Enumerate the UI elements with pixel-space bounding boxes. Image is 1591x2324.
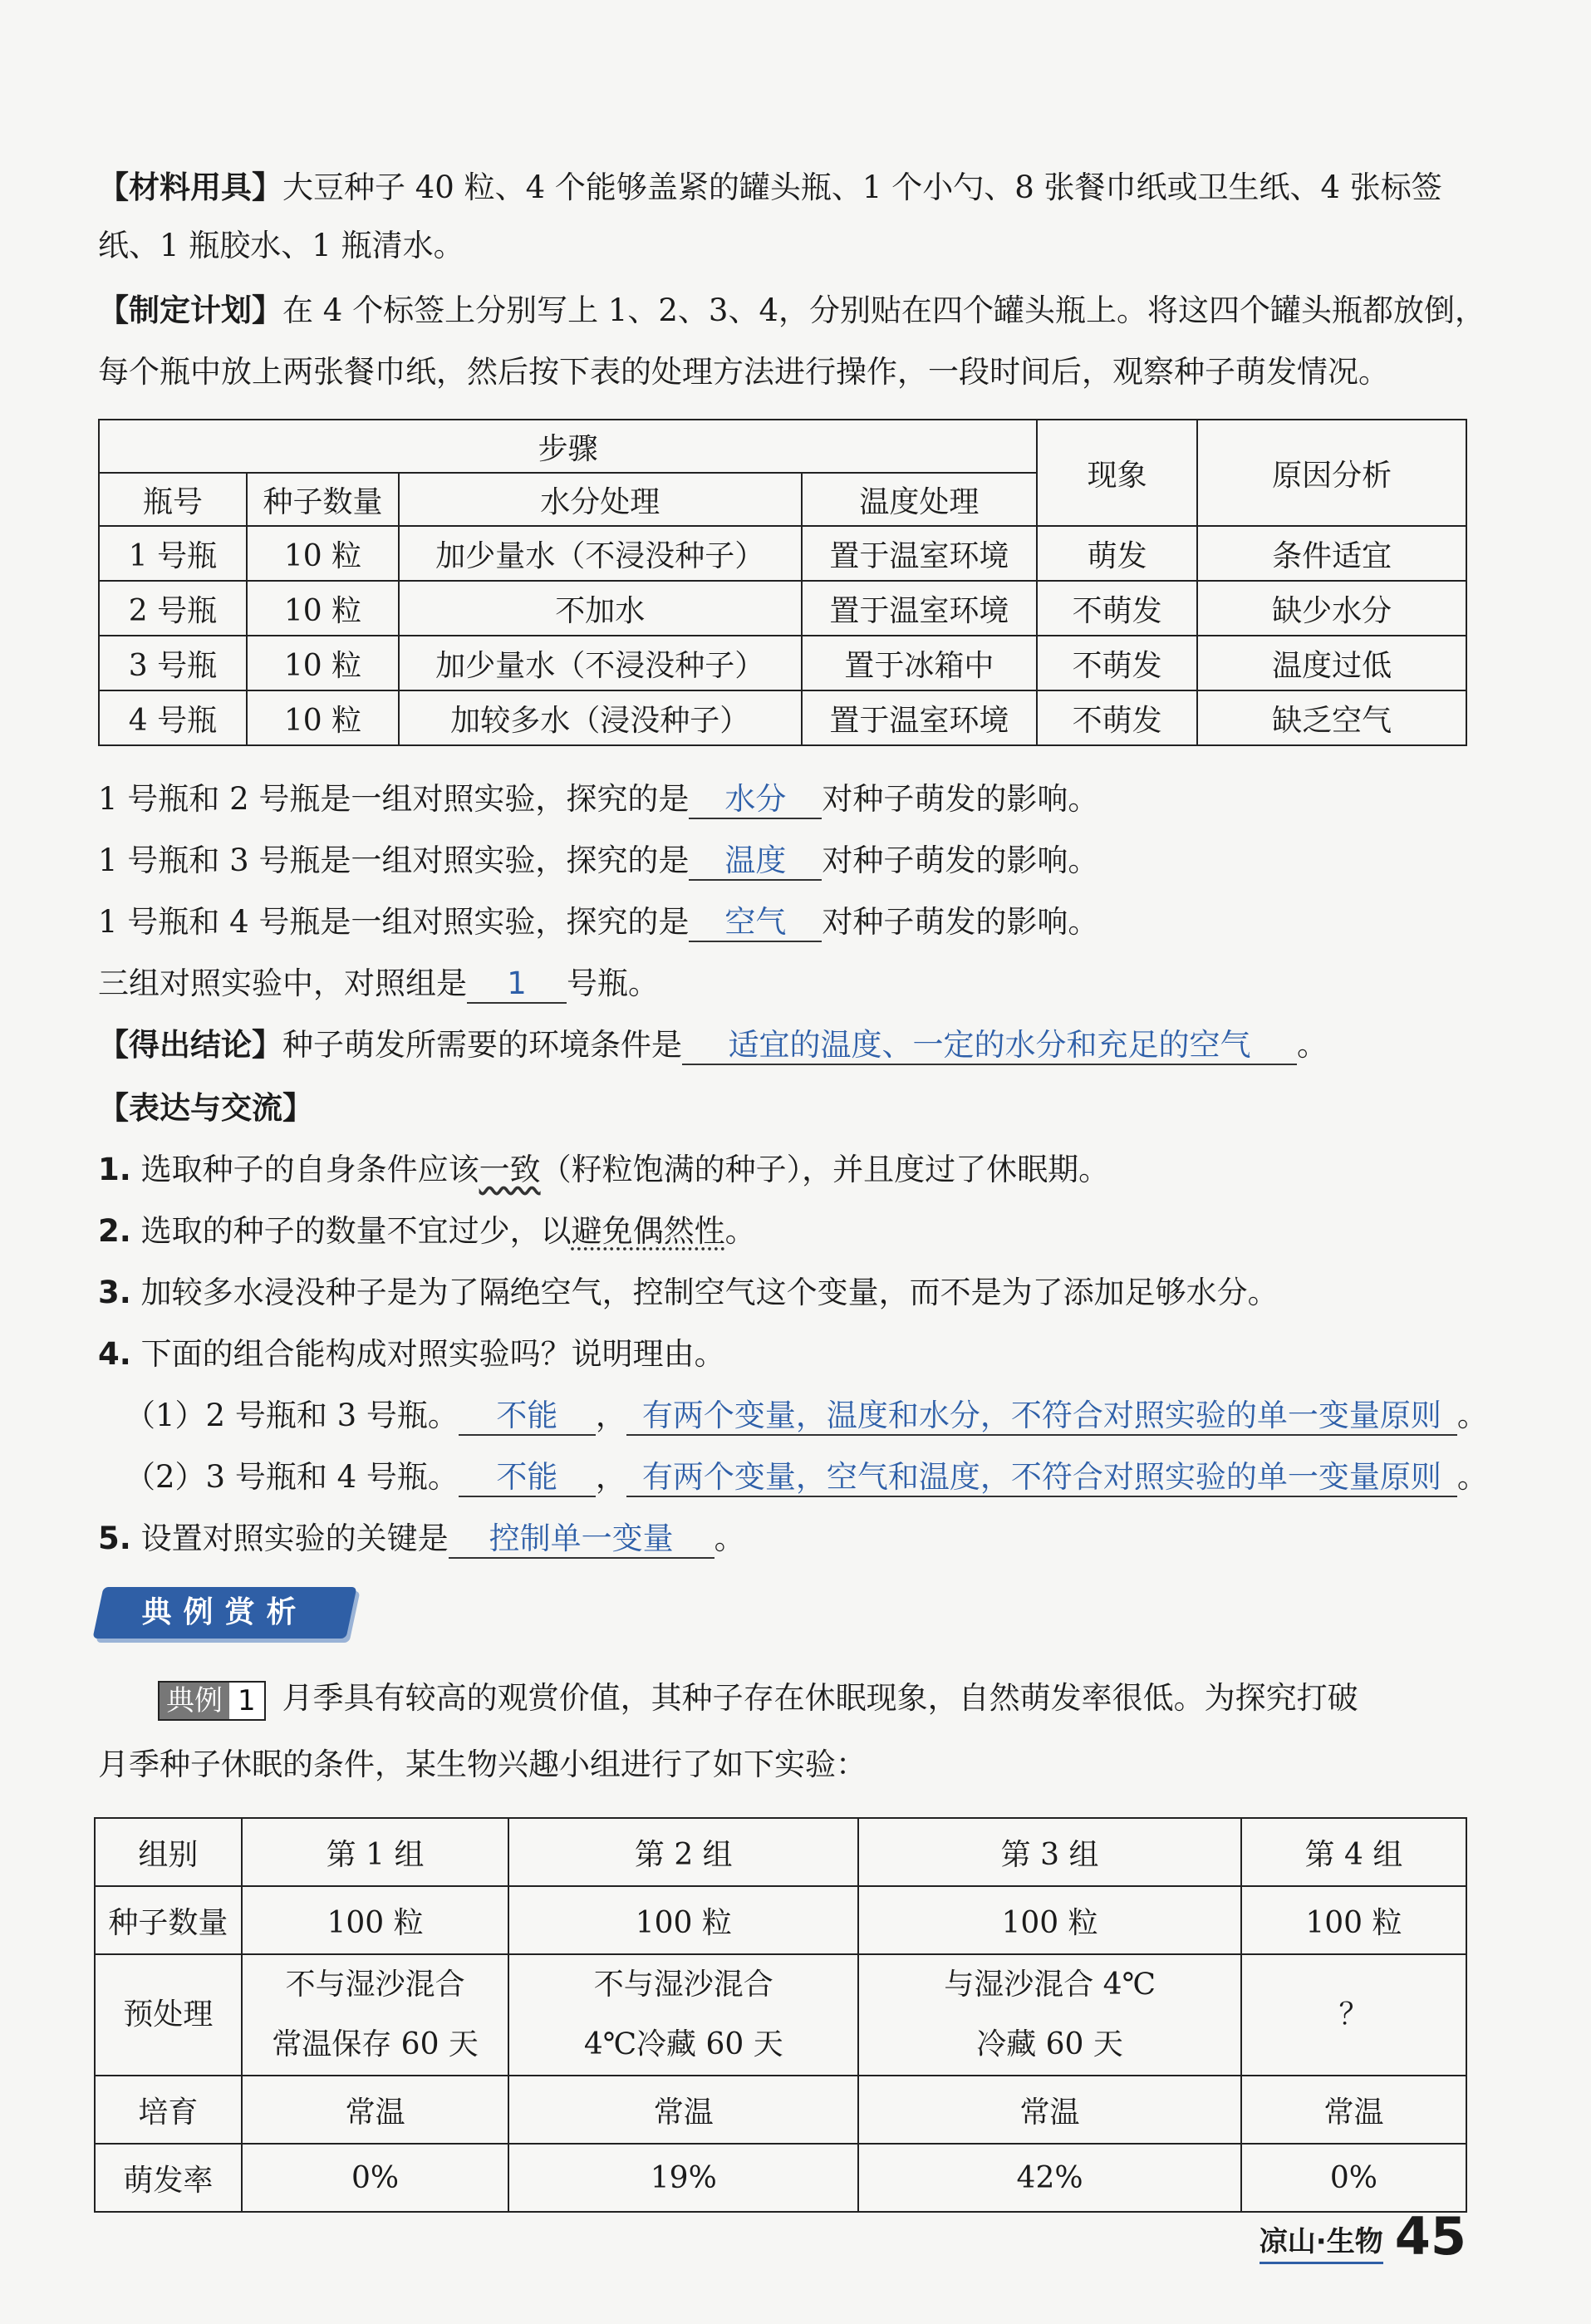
table-cell: 100 粒 (242, 1886, 509, 1954)
table-cell: 缺乏空气 (1197, 690, 1466, 745)
table-cell: 4 号瓶 (99, 690, 247, 745)
comparison-suffix: 对种子萌发的影响。 (822, 843, 1099, 878)
table-row (99, 581, 1466, 636)
cell-line: 不与湿沙混合 (593, 1968, 773, 2002)
table-cell: 条件适宜 (1197, 526, 1466, 581)
answer-blank-reason: 有两个变量，空气和温度，不符合对照实验的单一变量原则 (626, 1459, 1457, 1497)
answer-blank-conclusion: 适宜的温度、一定的水分和充足的空气 (682, 1027, 1297, 1065)
example-tag-label: 典例 (160, 1683, 229, 1719)
example-text-1: 月季具有较高的观赏价值，其种子存在休眠现象，自然萌发率很低。为探究打破 (282, 1680, 1358, 1716)
table-cell: 100 粒 (508, 1886, 858, 1954)
table-cell: 不加水 (399, 581, 802, 636)
express-subitem-2 (125, 1456, 1488, 1499)
cell-line: 不与湿沙混合 (285, 1968, 465, 2002)
express-item-5 (98, 1517, 1475, 1560)
table-cell: 加少量水（不浸没种子） (399, 636, 802, 690)
table-cell: 缺少水分 (1197, 581, 1466, 636)
answer-blank-water: 水分 (689, 781, 822, 819)
express-item-1 (98, 1148, 1475, 1191)
plan-tag: 【制定计划】 (98, 292, 282, 328)
phenomenon-header: 现象 (1037, 420, 1197, 526)
rose-seed-table (94, 1817, 1467, 2213)
period: 。 (714, 1521, 745, 1556)
table-row (95, 1886, 1466, 1954)
table-row (95, 1954, 1466, 2076)
example-tag-number: 1 (229, 1683, 264, 1719)
table-cell: 置于温室环境 (802, 581, 1038, 636)
table-cell: 置于温室环境 (802, 690, 1038, 745)
control-group-line (98, 962, 1475, 1005)
table-row (95, 2076, 1466, 2144)
table-cell: 10 粒 (247, 636, 399, 690)
bottle-header: 瓶号 (99, 473, 247, 526)
table-cell: 常温 (1241, 2076, 1466, 2144)
table-cell (508, 1954, 858, 2076)
item-text: 选取的种子的数量不宜过少，以 (140, 1213, 572, 1249)
subitem-text: （2）3 号瓶和 4 号瓶。 (125, 1459, 459, 1495)
table-cell: 不萌发 (1037, 581, 1197, 636)
period: 。 (1456, 1459, 1488, 1495)
comparison-suffix: 对种子萌发的影响。 (822, 904, 1099, 940)
table-cell: 常温 (508, 2076, 858, 2144)
table-cell: 预处理 (95, 1954, 242, 2076)
example-line-1 (158, 1677, 1475, 1721)
steps-header: 步骤 (99, 420, 1037, 473)
table-row (99, 690, 1466, 745)
table-cell: 种子数量 (95, 1886, 242, 1954)
water-header: 水分处理 (399, 473, 802, 526)
experiment-table (98, 419, 1467, 746)
table-cell: 培育 (95, 2076, 242, 2144)
table-cell: 常温 (242, 2076, 509, 2144)
example-tag (158, 1681, 266, 1721)
section-banner (92, 1587, 356, 1639)
table-row (99, 526, 1466, 581)
seed-count-header: 种子数量 (247, 473, 399, 526)
conclusion-line (98, 1024, 1475, 1067)
item-text: 选取种子的自身条件应该 (140, 1152, 479, 1187)
table-cell: 加少量水（不浸没种子） (399, 526, 802, 581)
comparison-prefix: 1 号瓶和 3 号瓶是一组对照实验，探究的是 (98, 843, 690, 878)
table-cell: 10 粒 (247, 526, 399, 581)
item-text: 下面的组合能构成对照实验吗？说明理由。 (140, 1336, 725, 1372)
table-cell: 萌发率 (95, 2144, 242, 2212)
section-banner-label: 典例赏析 (141, 1595, 308, 1629)
table-row (99, 636, 1466, 690)
express-tag: 【表达与交流】 (98, 1090, 313, 1126)
materials-text-1: 大豆种子 40 粒、4 个能够盖紧的罐头瓶、1 个小勺、8 张餐巾纸或卫生纸、4 张标签 (282, 170, 1442, 205)
cell-line: 常温保存 60 天 (272, 2027, 479, 2061)
table-cell: 温度过低 (1197, 636, 1466, 690)
answer-blank-control: 1 (467, 965, 567, 1004)
table-cell: 组别 (95, 1818, 242, 1886)
answer-blank-reason: 有两个变量，温度和水分，不符合对照实验的单一变量原则 (626, 1398, 1457, 1436)
table-cell (242, 1954, 509, 2076)
table-cell: ？ (1241, 1954, 1466, 2076)
table-cell: 加较多水（浸没种子） (399, 690, 802, 745)
materials-line-1 (98, 166, 1475, 209)
table-cell: 3 号瓶 (99, 636, 247, 690)
cell-line: 冷藏 60 天 (976, 2027, 1123, 2061)
table-cell: 第 4 组 (1241, 1818, 1466, 1886)
table-header-row (95, 1818, 1466, 1886)
table-cell: 100 粒 (858, 1886, 1241, 1954)
table-cell: 19% (508, 2144, 858, 2212)
subitem-text: （1）2 号瓶和 3 号瓶。 (125, 1398, 459, 1433)
table-cell: 10 粒 (247, 690, 399, 745)
reason-header: 原因分析 (1197, 420, 1466, 526)
conclusion-tag: 【得出结论】 (98, 1027, 282, 1063)
plan-text-1: 在 4 个标签上分别写上 1、2、3、4，分别贴在四个罐头瓶上。将这四个罐头瓶都放倒， (282, 292, 1485, 328)
table-cell: 10 粒 (247, 581, 399, 636)
temperature-header: 温度处理 (802, 473, 1038, 526)
item-number: 1. (98, 1152, 131, 1187)
table-cell: 第 3 组 (858, 1818, 1241, 1886)
answer-blank-air: 空气 (689, 904, 822, 942)
plan-line-1 (98, 289, 1485, 332)
table-cell: 不萌发 (1037, 636, 1197, 690)
item-number: 5. (98, 1521, 131, 1556)
item-text: 加较多水浸没种子是为了隔绝空气，控制空气这个变量，而不是为了添加足够水分。 (140, 1275, 1279, 1310)
item-number: 4. (98, 1336, 131, 1372)
dotted-emphasis: 避免偶然性 (571, 1213, 725, 1249)
comparison-line-1 (98, 778, 1475, 821)
table-cell: 置于温室环境 (802, 526, 1038, 581)
comma: ， (595, 1398, 626, 1433)
table-cell: 42% (858, 2144, 1241, 2212)
table-cell: 置于冰箱中 (802, 636, 1038, 690)
table-row (95, 2144, 1466, 2212)
item-text: 设置对照实验的关键是 (140, 1521, 449, 1556)
express-item-4 (98, 1333, 1475, 1376)
comparison-prefix: 1 号瓶和 4 号瓶是一组对照实验，探究的是 (98, 904, 690, 940)
answer-blank-key: 控制单一变量 (449, 1521, 714, 1559)
comparison-line-3 (98, 901, 1475, 944)
table-header-row (99, 420, 1466, 473)
table-cell: 常温 (858, 2076, 1241, 2144)
express-subitem-1 (125, 1394, 1488, 1437)
item-text: （籽粒饱满的种子），并且度过了休眠期。 (540, 1152, 1110, 1187)
conclusion-suffix: 。 (1297, 1027, 1328, 1063)
table-cell: 1 号瓶 (99, 526, 247, 581)
table-cell: 萌发 (1037, 526, 1197, 581)
item-number: 2. (98, 1213, 131, 1249)
plan-line-2: 每个瓶中放上两张餐巾纸，然后按下表的处理方法进行操作，一段时间后，观察种子萌发情况。 (98, 354, 1389, 390)
materials-line-2: 纸、1 瓶胶水、1 瓶清水。 (98, 228, 464, 263)
answer-blank-cannot: 不能 (459, 1459, 596, 1497)
page-footer (1259, 2206, 1466, 2267)
table-cell (858, 1954, 1241, 2076)
table-cell: 第 2 组 (508, 1818, 858, 1886)
table-cell: 0% (242, 2144, 509, 2212)
cell-line: 与湿沙混合 4℃ (944, 1968, 1156, 2002)
table-cell: 0% (1241, 2144, 1466, 2212)
table-cell: 不萌发 (1037, 690, 1197, 745)
control-prefix: 三组对照实验中，对照组是 (98, 965, 467, 1001)
express-item-3 (98, 1271, 1475, 1314)
materials-tag: 【材料用具】 (98, 170, 282, 205)
comparison-prefix: 1 号瓶和 2 号瓶是一组对照实验，探究的是 (98, 781, 690, 817)
comma: ， (595, 1459, 626, 1495)
answer-blank-cannot: 不能 (459, 1398, 596, 1436)
table-cell: 100 粒 (1241, 1886, 1466, 1954)
conclusion-prefix: 种子萌发所需要的环境条件是 (282, 1027, 682, 1063)
wavy-emphasis: 一致 (479, 1152, 541, 1187)
item-number: 3. (98, 1275, 131, 1310)
example-line-2: 月季种子休眠的条件，某生物兴趣小组进行了如下实验： (98, 1747, 867, 1782)
comparison-suffix: 对种子萌发的影响。 (822, 781, 1099, 817)
page-number: 45 (1394, 2206, 1466, 2267)
footer-source: 凉山·生物 (1260, 2222, 1383, 2264)
item-text: 。 (724, 1213, 756, 1249)
table-cell: 2 号瓶 (99, 581, 247, 636)
period: 。 (1456, 1398, 1488, 1433)
table-cell: 第 1 组 (242, 1818, 509, 1886)
answer-blank-temperature: 温度 (689, 843, 822, 881)
control-suffix: 号瓶。 (567, 965, 659, 1001)
cell-line: 4℃冷藏 60 天 (583, 2027, 783, 2061)
comparison-line-2 (98, 839, 1475, 882)
express-item-2 (98, 1210, 1475, 1253)
